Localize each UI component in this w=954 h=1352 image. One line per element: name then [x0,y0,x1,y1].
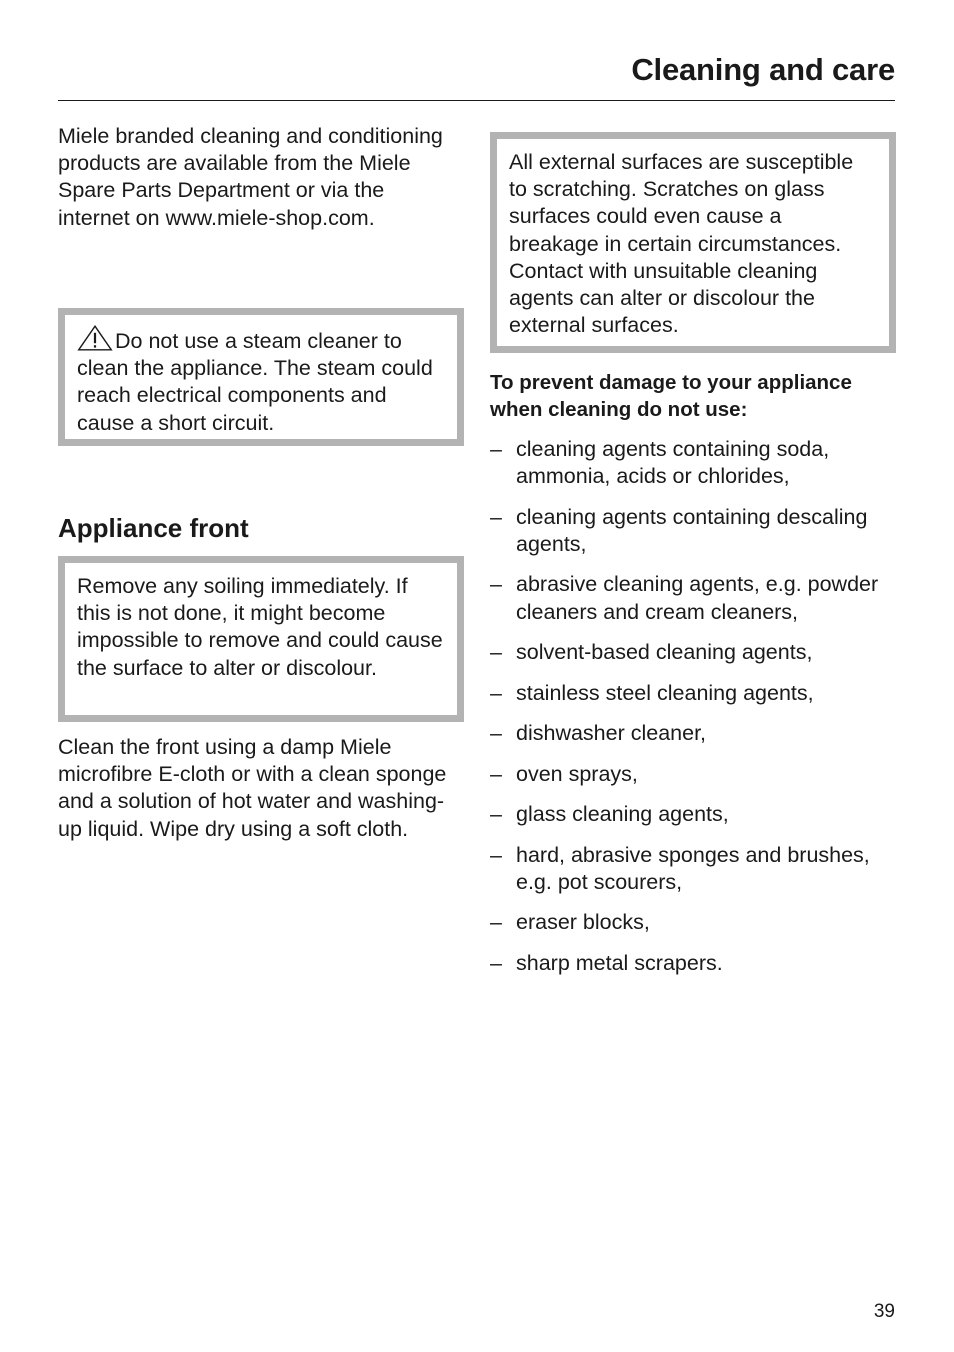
list-dash: – [490,910,502,935]
list-item [490,436,896,490]
steam-warning-text: Do not use a steam cleaner to clean the appliance. The steam could reach electrical components and cause a short circuit. [77,329,433,435]
list-item-text: solvent-based cleaning agents, [516,640,813,665]
page-header [58,48,895,101]
list-dash: – [490,504,502,529]
page-number: 39 [873,1301,895,1322]
list-dash: – [490,761,502,786]
warning-triangle-icon [77,325,113,351]
soiling-note-text: Remove any soiling immediately. If this is not done, it might become impossible to remove and could cause the surface to alter or discolour. [77,574,443,680]
steam-warning-paragraph [77,325,443,437]
list-item-text: oven sprays, [516,761,638,786]
appliance-front-heading: Appliance front [58,513,249,543]
intro-paragraph: Miele branded cleaning and conditioning products are available from the Miele Spare Parts Department or via the internet on www.miele-shop.com. [58,124,443,230]
list-item [490,504,896,558]
list-item [490,761,896,788]
list-item-text: cleaning agents containing descaling agents, [516,504,868,556]
list-item-text: cleaning agents containing soda, ammonia, acids or chlorides, [516,437,830,489]
list-item [490,720,896,747]
steam-warning-box [58,308,464,446]
list-item-text: hard, abrasive sponges and brushes, e.g. pot scourers, [516,842,870,894]
list-item-text: dishwasher cleaner, [516,721,707,746]
scratch-note-box [490,132,896,353]
list-item [490,801,896,828]
list-item [490,950,896,977]
list-item [490,639,896,666]
list-dash: – [490,721,502,746]
list-dash: – [490,802,502,827]
list-item-text: glass cleaning agents, [516,802,729,827]
avoid-agents-list [490,436,896,990]
list-item-text: eraser blocks, [516,910,650,935]
list-item [490,571,896,625]
list-dash: – [490,640,502,665]
list-item-text: stainless steel cleaning agents, [516,680,814,705]
list-dash: – [490,842,502,867]
soiling-note-box [58,556,464,722]
list-dash: – [490,950,502,975]
list-item [490,842,896,896]
list-dash: – [490,572,502,597]
list-dash: – [490,680,502,705]
cleaning-instructions: Clean the front using a damp Miele microfibre E-cloth or with a clean sponge and a solution of hot water and washing-up liquid. Wipe dry using a soft cloth. [58,735,447,841]
list-item [490,909,896,936]
scratch-note-text: All external surfaces are susceptible to scratching. Scratches on glass surfaces could even cause a breakage in certain circumstances. Contact with unsuitable cleaning agents can alter or discolour the external surfaces. [509,150,854,338]
list-item-text: abrasive cleaning agents, e.g. powder cleaners and cream cleaners, [516,572,879,624]
prevent-damage-heading: To prevent damage to your appliance when cleaning do not use: [490,371,852,422]
list-dash: – [490,437,502,461]
list-item [490,680,896,707]
page-title: Cleaning and care [631,52,895,87]
list-item-text: sharp metal scrapers. [516,950,723,975]
